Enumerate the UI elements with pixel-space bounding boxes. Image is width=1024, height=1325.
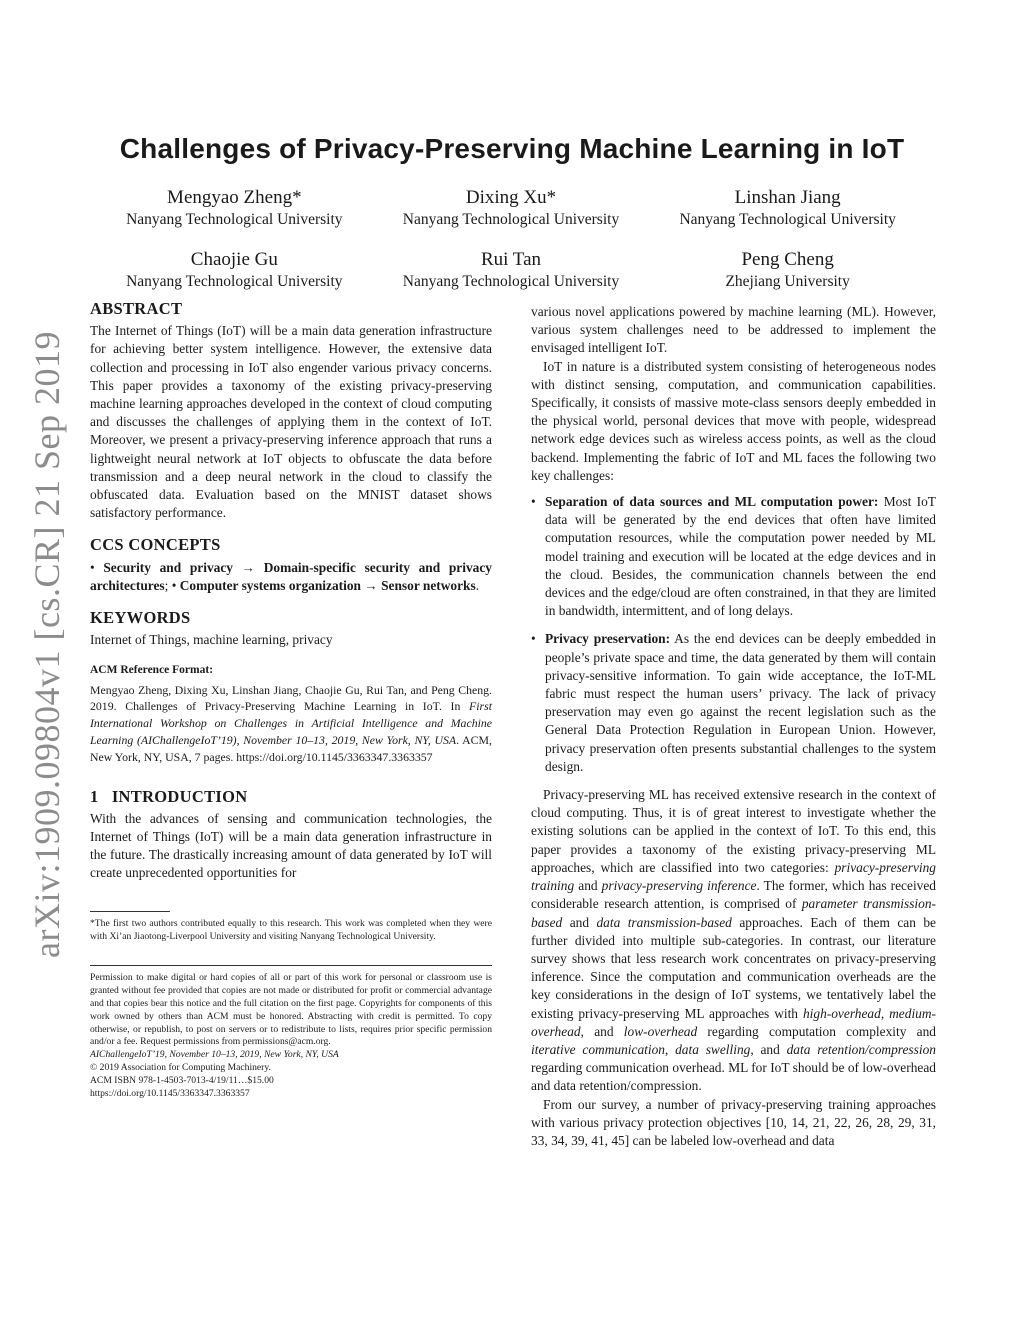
abstract-text: The Internet of Things (IoT) will be a main data generation infrastructure for achieving better system intelligence. However, the extensive data collection and processing in IoT also engender various privacy concerns. This paper provides a taxonomy of the existing privacy-preserving machine learning approaches developed in the context of cloud computing and discusses the challenges of applying them in the context of IoT. Moreover, we present a privacy-preserving inference approach that runs a lightweight neural network at IoT objects to obfuscate the data before transmission and a deep neural network in the cloud to classify the obfuscated data. Evaluation based on the MNIST dataset shows satisfactory performance. <box>90 323 492 521</box>
isbn-line: ACM ISBN 978-1-4503-7013-4/19/11…$15.00 <box>90 1074 274 1086</box>
emphasis: low-overhead <box>623 1023 698 1039</box>
body-paragraph: IoT in nature is a distributed system consisting of heterogeneous nodes with distinct sensing, computation, and communication capabilities. Specifically, it consists of massive mote-class sensors deeply embedded in the physical world, personal devices that move with people, widespread network edge devices such as wireless access points, as well as the cloud backend. Implementing the fabric of IoT and ML faces the following two key challenges: <box>531 358 936 483</box>
text-run: and <box>574 878 602 894</box>
author <box>649 248 926 292</box>
emphasis: data transmission-based <box>596 914 732 930</box>
bullet-dot-icon: • <box>531 494 536 510</box>
ccs-item: Computer systems organization → Sensor networks <box>179 577 476 593</box>
body-paragraph: From our survey, a number of privacy-preserving training approaches with various privacy protection objectives [10, 14, 21, 22, 26, 28, 29, 31, 33, 34, 39, 41, 45] can be labeled low-overhead and data <box>531 1096 936 1148</box>
permission-rule <box>90 965 492 966</box>
author <box>649 186 926 230</box>
permission-notice: Permission to make digital or hard copies of all or part of this work for personal or classroom use is granted without fee provided that copies are not made or distributed for profit or commercial advantage and that copies bear this notice and the full citation on the first page. Copyrights for components of this work owned by others than ACM must be honored. Abstracting with credit is permitted. To copy otherwise, or republish, to post on servers or to redistribute to lists, requires prior specific permission and/or a fee. Request permissions from permissions@acm.org. <box>90 972 492 1048</box>
author-name: Chaojie Gu <box>190 249 278 270</box>
intro-paragraph: With the advances of sensing and communication technologies, the Internet of Things (IoT) will be a main data generation infrastructure in the future. The drastically increasing amount of data generated by IoT will create unprecedented opportunities for <box>90 810 492 881</box>
bullet-title: Privacy preservation: <box>545 631 671 647</box>
keywords-heading: KEYWORDS <box>90 608 191 628</box>
emphasis: data retention/compression <box>786 1041 936 1057</box>
abstract-heading: ABSTRACT <box>90 299 183 318</box>
challenge-bullet <box>531 493 936 620</box>
author-name: Linshan Jiang <box>734 187 841 208</box>
copyright-line: © 2019 Association for Computing Machinery. <box>90 1062 271 1074</box>
author-affiliation: Nanyang Technological University <box>679 211 896 228</box>
arxiv-stamp: arXiv:1909.09804v1 [cs.CR] 21 Sep 2019 <box>27 331 67 958</box>
text-run: approaches. Each of them can be further divided into multiple sub-categories. In contrast, our literature survey shows that less research work concentrates on privacy-preserving inference. Since the computation and communication overheads are the key considerations in the design of IoT systems, we tentatively label the existing privacy-preserving ML approaches with <box>531 914 936 1021</box>
author-name: Peng Cheng <box>741 249 834 270</box>
bullet-dot-icon: • <box>531 631 536 647</box>
doi-line: https://doi.org/10.1145/3363347.3363357 <box>90 1087 250 1099</box>
author-affiliation: Nanyang Technological University <box>402 211 620 228</box>
text-run: , and <box>750 1041 787 1057</box>
body-paragraph <box>531 786 936 1095</box>
author-affiliation: Nanyang Technological University <box>402 273 620 290</box>
ccs-concepts: • Security and privacy → Domain-specific security and privacy architectures; • Computer systems organization → Sensor networks. <box>90 559 492 593</box>
right-column <box>531 303 936 1150</box>
challenge-bullet <box>531 630 936 776</box>
author-affiliation: Zhejiang University <box>725 273 850 290</box>
text-run: regarding communication overhead. ML for IoT should be of low-overhead and data retention/compression. <box>531 1060 936 1094</box>
author-name: Mengyao Zheng* <box>167 187 302 208</box>
text-run: , <box>880 1005 890 1021</box>
author-block <box>96 186 926 292</box>
author <box>96 186 373 230</box>
author <box>373 248 650 292</box>
author-affiliation: Nanyang Technological University <box>126 211 343 228</box>
intro-heading: 1 INTRODUCTION <box>90 786 248 806</box>
text-run: , and <box>580 1023 624 1039</box>
bullet-text: As the end devices can be deeply embedded in people’s private space and time, the data generated by them will contain privacy-sensitive information. To gain wide acceptance, the IoT-ML fabric must respect the human users’ privacy. The lack of privacy preservation may even go against the recent legislation such as the General Data Protection Regulation in European Union. However, privacy preservation often presents substantial challenges to the system design. <box>545 631 936 774</box>
text-run: , <box>664 1041 676 1057</box>
bullet-title: Separation of data sources and ML computation power: <box>545 494 879 510</box>
keywords-text: Internet of Things, machine learning, privacy <box>90 632 333 648</box>
footnote: *The first two authors contributed equally to this research. This work was completed when they were with Xi’an Jiaotong-Liverpool University and visiting Nanyang Technological University. <box>90 917 492 942</box>
ccs-item: Security and privacy → Domain-specific security and privacy architectures <box>90 559 492 593</box>
text-run: . The former, which has received considerable research attention, is comprised of <box>531 878 936 912</box>
author-name: Rui Tan <box>480 249 542 270</box>
acm-ref-part: . ACM, New York, NY, USA, 7 pages. https://doi.org/10.1145/3363347.3363357 <box>90 733 492 764</box>
author-affiliation: Nanyang Technological University <box>126 273 343 290</box>
conference-text: AIChallengeIoT’19, November 10–13, 2019, New York, NY, USA <box>90 1049 339 1061</box>
author <box>373 186 650 230</box>
ccs-heading: CCS CONCEPTS <box>90 535 221 555</box>
conference-line <box>90 1049 492 1062</box>
emphasis: parameter transmission-based <box>531 896 936 930</box>
acm-ref-venue: First International Workshop on Challenges in Artificial Intelligence and Machine Learning (AIChallengeIoT’19), November 10–13, 2019, New York, NY, USA <box>90 699 492 748</box>
paper-title: Challenges of Privacy-Preserving Machine Learning in IoT <box>119 133 905 164</box>
emphasis: high-overhead <box>802 1005 881 1021</box>
emphasis: iterative communication <box>531 1041 665 1057</box>
text-run: regarding computation complexity and <box>697 1023 936 1039</box>
text-run: and <box>562 914 597 930</box>
acm-ref-part: Mengyao Zheng, Dixing Xu, Linshan Jiang, Chaojie Gu, Rui Tan, and Peng Cheng. 2019. Challenges of Privacy-Preserving Machine Learning in IoT. In <box>90 682 492 714</box>
emphasis: privacy-preserving training <box>531 859 936 894</box>
emphasis: privacy-preserving inference <box>601 878 757 894</box>
body-paragraph: various novel applications powered by machine learning (ML). However, various system challenges need to be addressed to implement the envisaged intelligent IoT. <box>531 304 936 356</box>
left-column <box>90 300 492 1100</box>
footnote-rule <box>90 911 170 912</box>
text-run: Privacy-preserving ML has received extensive research in the context of cloud computing. Thus, it is of great interest to investigate whether the existing solutions can be applied in the context of IoT. To this end, this paper provides a taxonomy of the existing privacy-preserving ML approaches, which are classified into two categories: <box>531 787 936 875</box>
emphasis: data swelling <box>675 1041 751 1057</box>
emphasis: medium-overhead <box>531 1005 936 1039</box>
bullet-text: Most IoT data will be generated by the end devices that often have limited computation resources, while the computation power needed by ML model training and execution will be located at the edge devices and in the cloud. Besides, the communication channels between the end devices and the edge/cloud are often constrained, in that they are limited in bandwidth, intermittent, and of long delays. <box>545 494 936 619</box>
acm-ref-text <box>90 682 492 766</box>
acm-ref-heading: ACM Reference Format: <box>90 664 214 677</box>
author-name: Dixing Xu* <box>465 187 557 208</box>
author <box>96 248 373 292</box>
